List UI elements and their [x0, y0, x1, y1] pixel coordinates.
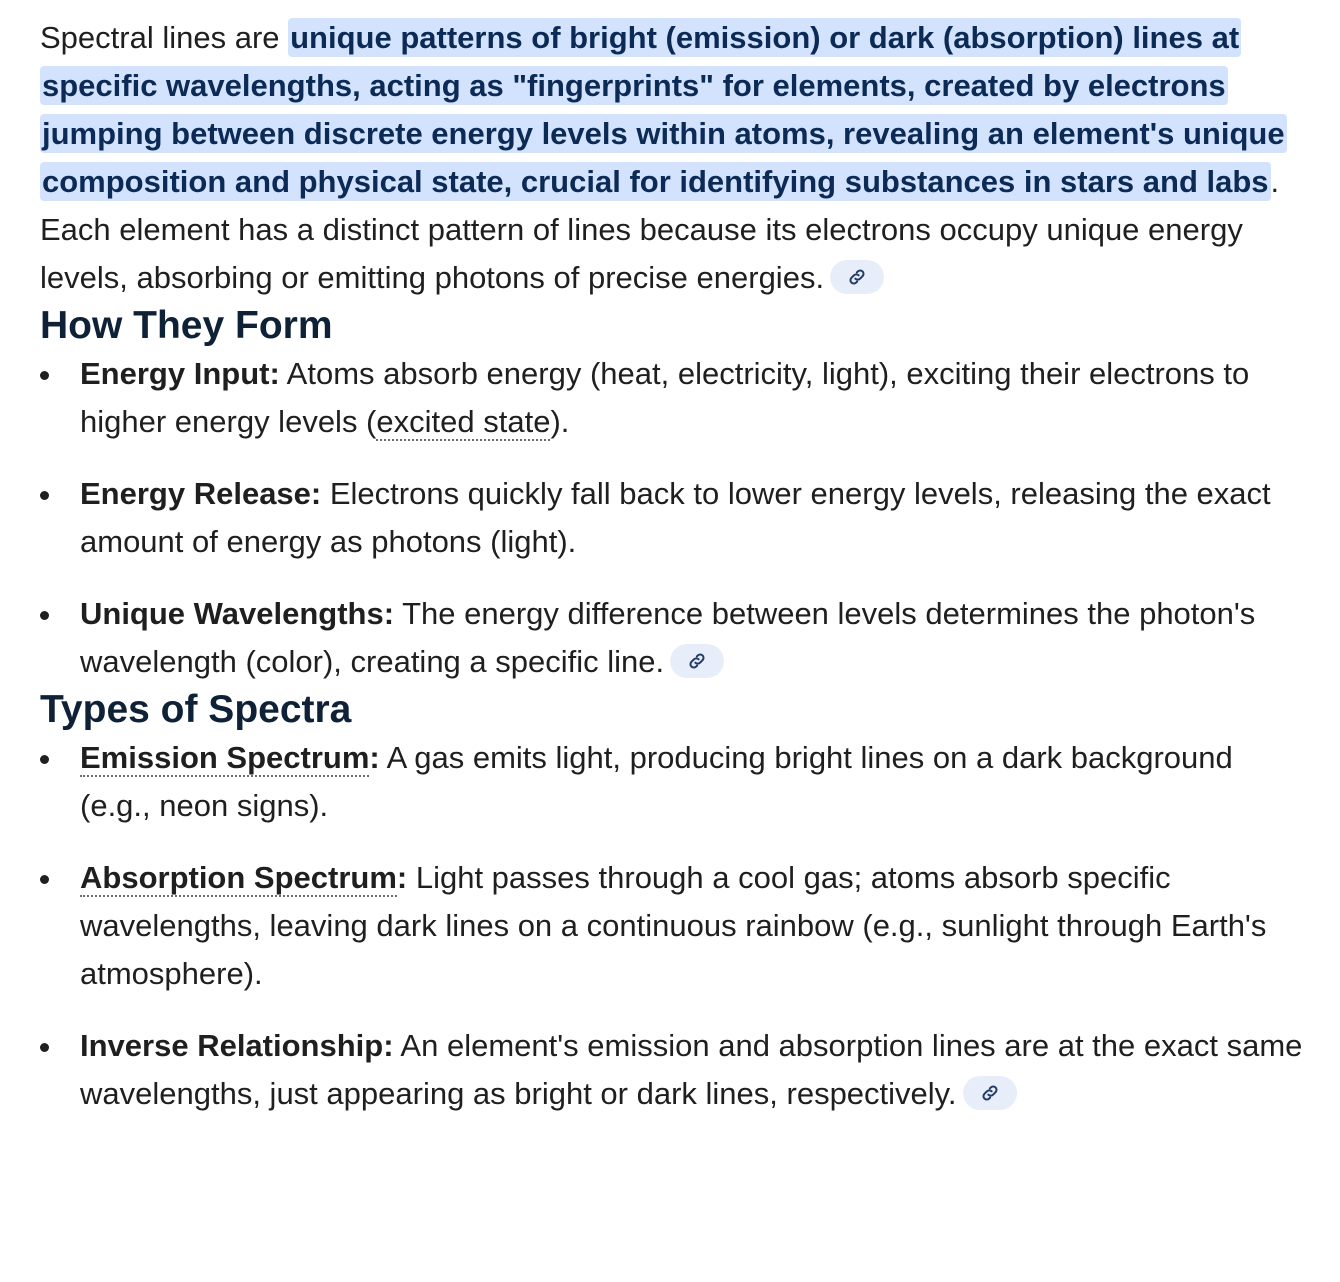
list-item-absorption-spectrum — [40, 854, 1305, 998]
item-text: A gas emits light, producing bright lines on a dark background (e.g., neon signs). — [80, 740, 1233, 823]
term-colon: : — [369, 740, 380, 775]
link-icon — [687, 637, 707, 685]
term-unique-wavelengths: Unique Wavelengths: — [80, 596, 395, 631]
how-they-form-list — [40, 350, 1305, 686]
emission-spectrum-link[interactable]: Emission Spectrum — [80, 740, 370, 775]
section-heading-how-they-form: How They Form — [40, 304, 333, 347]
term-inverse-relationship: Inverse Relationship: — [80, 1028, 394, 1063]
item-text: Electrons quickly fall back to lower energy levels, releasing the exact amount of energy as photons (light). — [80, 476, 1271, 559]
intro-lead: Spectral lines are — [40, 20, 289, 55]
source-link-chip[interactable] — [670, 644, 724, 678]
item-text: ). — [550, 404, 570, 439]
list-item-emission-spectrum — [40, 734, 1305, 830]
item-text: Light passes through a cool gas; atoms absorb specific wavelengths, leaving dark lines on a continuous rainbow (e.g., sunlight through Earth's atmosphere). — [80, 860, 1267, 991]
types-of-spectra-list — [40, 734, 1305, 1118]
item-text: Atoms absorb energy (heat, electricity, light), exciting their electrons to higher energy levels ( — [80, 356, 1250, 439]
list-item-unique-wavelengths — [40, 590, 1305, 686]
bullet-icon — [40, 491, 49, 500]
item-text: The energy difference between levels determines the photon's wavelength (color), creating a specific line. — [80, 596, 1256, 679]
item-text: An element's emission and absorption lines are at the exact same wavelengths, just appearing as bright or dark lines, respectively. — [80, 1028, 1303, 1111]
bullet-icon — [40, 611, 49, 620]
absorption-spectrum-link[interactable]: Absorption Spectrum — [80, 860, 397, 895]
list-item-energy-release — [40, 470, 1305, 566]
excited-state-link[interactable]: excited state — [376, 404, 551, 439]
bullet-icon — [40, 371, 49, 380]
bullet-icon — [40, 1043, 49, 1052]
term-colon: : — [396, 860, 408, 895]
term-energy-release: Energy Release: — [80, 476, 322, 511]
list-item-inverse-relationship — [40, 1022, 1305, 1118]
highlighted-definition: unique patterns of bright (emission) or dark (absorption) lines at specific wavelengths, acting as "fingerprints" for elements, created by electrons jumping between discrete energy levels within atoms, revealing an element's unique composition and physical state, crucial for identifying substances in stars and labs — [42, 20, 1285, 199]
bullet-icon — [40, 875, 49, 884]
source-link-chip[interactable] — [963, 1076, 1017, 1110]
bullet-icon — [40, 755, 49, 764]
section-heading-types-of-spectra: Types of Spectra — [40, 688, 352, 731]
intro-paragraph — [40, 14, 1305, 302]
intro-after: . Each element has a distinct pattern of lines because its electrons occupy unique energy levels, absorbing or emitting photons of precise energies. — [40, 164, 1280, 295]
list-item-energy-input — [40, 350, 1305, 446]
link-icon — [847, 253, 867, 301]
term-energy-input: Energy Input: — [80, 356, 280, 391]
link-icon — [980, 1069, 1000, 1117]
source-link-chip[interactable] — [830, 260, 884, 294]
